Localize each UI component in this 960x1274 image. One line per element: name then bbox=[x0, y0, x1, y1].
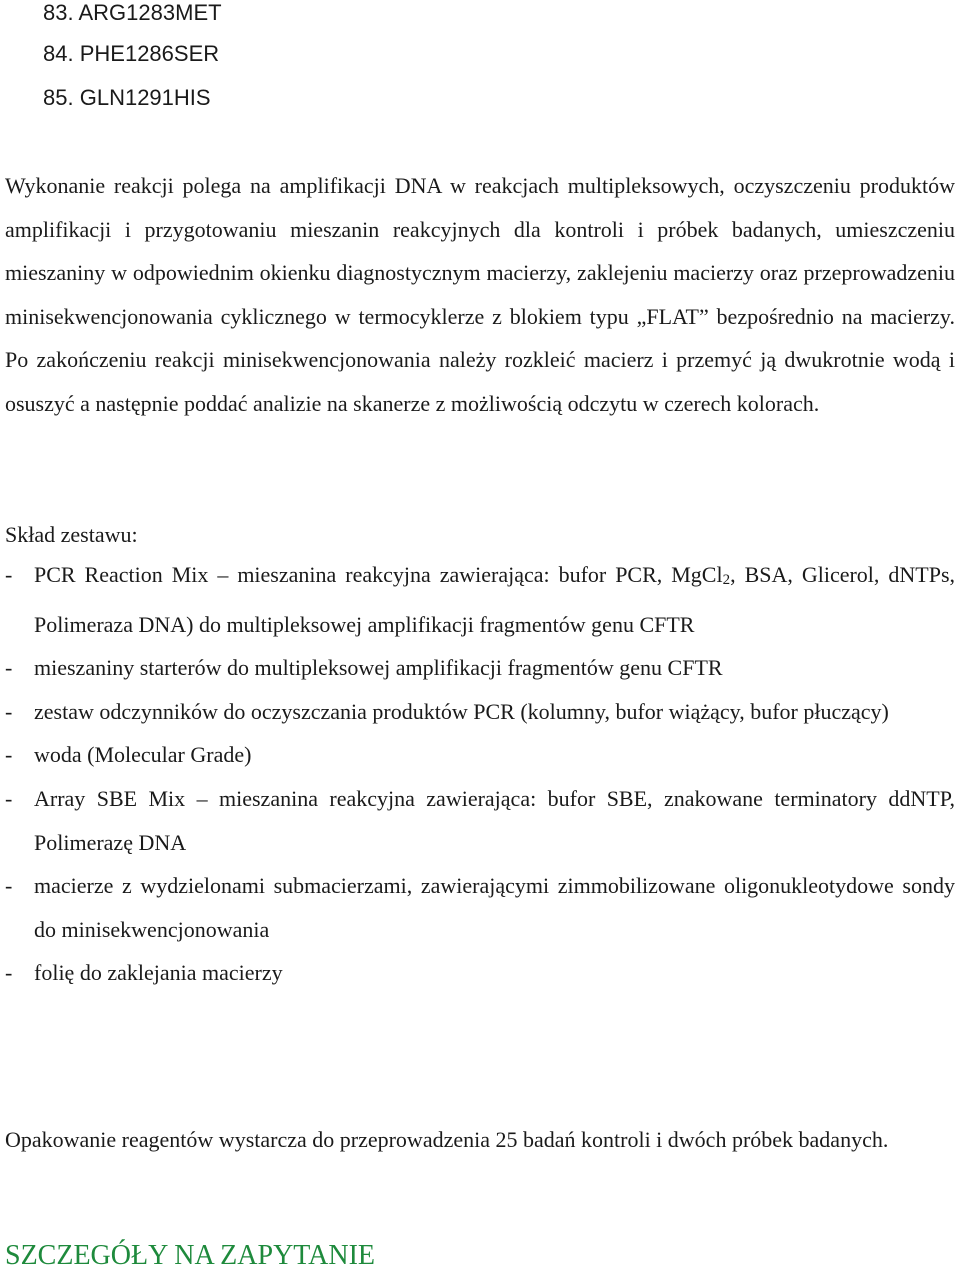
list-dash: - bbox=[5, 960, 13, 986]
inquiry-call-to-action: SZCZEGÓŁY NA ZAPYTANIE bbox=[5, 1240, 376, 1271]
list-item bbox=[43, 0, 222, 26]
description-paragraph: Wykonanie reakcji polega na amplifikacji DNA w reakcjach multipleksowych, oczyszczeniu produktów amplifikacji i przygotowaniu mieszanin reakcyjnych dla kontroli i próbek badanych, umieszczeniu mieszaniny w odpowiednim okienku diagnostycznym macierzy, zaklejeniu macierzy oraz przeprowadzeniu minisekwencjonowania cyklicznego w termocyklerze z blokiem typu „FLAT” bezpośrednio na macierzy. Po zakończeniu reakcji minisekwencjonowania należy rozkleić macierz i przemyć ją dwukrotnie wodą i osuszyć a następnie poddać analizie na skanerze z możliwością odczytu w czerech kolorach. bbox=[5, 173, 955, 416]
kit-heading: Skład zestawu: bbox=[5, 522, 138, 547]
subscript: 2 bbox=[722, 572, 731, 588]
kit-item bbox=[5, 951, 955, 995]
kit-item-text: zestaw odczynników do oczyszczania produktów PCR (kolumny, bufor wiążący, bufor płuczący) bbox=[34, 698, 889, 724]
item-text: PHE1286SER bbox=[79, 41, 220, 66]
list-dash: - bbox=[5, 742, 13, 768]
kit-item bbox=[5, 864, 955, 951]
kit-contents-list bbox=[5, 553, 955, 995]
kit-item-text bbox=[34, 553, 955, 646]
kit-item-text: macierze z wydzielonami submacierzami, zawierającymi zimmobilizowane oligonukleotydowe sondy do minisekwencjonowania bbox=[34, 873, 955, 942]
kit-item-text: Array SBE Mix – mieszanina reakcyjna zawierająca: bufor SBE, znakowane terminatory ddNTP, Polimerazę DNA bbox=[34, 785, 955, 855]
kit-item bbox=[5, 733, 955, 777]
kit-item-text: mieszaniny starterów do multipleksowej amplifikacji fragmentów genu CFTR bbox=[34, 655, 723, 681]
list-dash: - bbox=[5, 562, 13, 587]
list-dash: - bbox=[5, 873, 13, 899]
kit-item bbox=[5, 646, 955, 690]
item-number: 84. bbox=[43, 41, 74, 66]
item-number: 85. bbox=[43, 85, 74, 110]
kit-item bbox=[5, 690, 955, 734]
kit-item bbox=[5, 553, 955, 646]
list-item bbox=[43, 85, 211, 111]
kit-item-text: woda (Molecular Grade) bbox=[34, 742, 252, 768]
kit-item-text: folię do zaklejania macierzy bbox=[34, 960, 283, 986]
list-dash: - bbox=[5, 785, 13, 811]
kit-item-text-part: PCR Reaction Mix – mieszanina reakcyjna zawierająca: bufor PCR, MgCl bbox=[34, 562, 723, 587]
list-dash: - bbox=[5, 655, 13, 681]
packaging-note: Opakowanie reagentów wystarcza do przeprowadzenia 25 badań kontroli i dwóch próbek badanych. bbox=[5, 1127, 889, 1152]
item-number: 83. bbox=[43, 0, 74, 25]
item-text: ARG1283MET bbox=[78, 0, 222, 25]
kit-item bbox=[5, 777, 955, 864]
kit-item-text-part: , BSA, Glicerol, dNTPs, Polimeraza DNA) do multipleksowej amplifikacji fragmentów genu CFTR bbox=[34, 562, 956, 637]
list-item bbox=[43, 41, 219, 67]
item-text: GLN1291HIS bbox=[79, 85, 211, 110]
list-dash: - bbox=[5, 698, 13, 724]
